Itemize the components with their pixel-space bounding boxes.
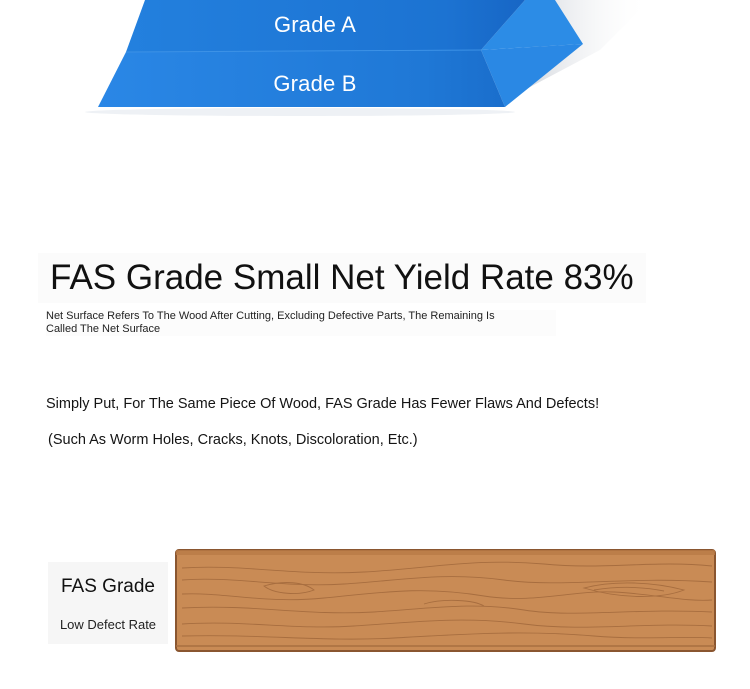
plank-top-edge [176, 550, 715, 555]
simply-put-statement: Simply Put, For The Same Piece Of Wood, FAS Grade Has Fewer Flaws And Defects! [46, 396, 600, 412]
net-surface-description [46, 310, 556, 336]
fas-grade-title: FAS Grade [61, 576, 155, 597]
pyramid-base-shadow [85, 108, 515, 116]
defect-examples: (Such As Worm Holes, Cracks, Knots, Discoloration, Etc.) [48, 432, 418, 448]
page-title: FAS Grade Small Net Yield Rate 83% [38, 253, 646, 303]
grade-a-label: Grade A [273, 12, 357, 37]
net-surface-line-2: Called The Net Surface [46, 323, 161, 335]
fas-grade-subtitle: Low Defect Rate [59, 617, 157, 632]
grade-b-label: Grade B [273, 71, 357, 96]
wood-plank-image [174, 546, 717, 654]
net-surface-line-1: Net Surface Refers To The Wood After Cutting, Excluding Defective Parts, The Remaining Is [46, 310, 495, 322]
